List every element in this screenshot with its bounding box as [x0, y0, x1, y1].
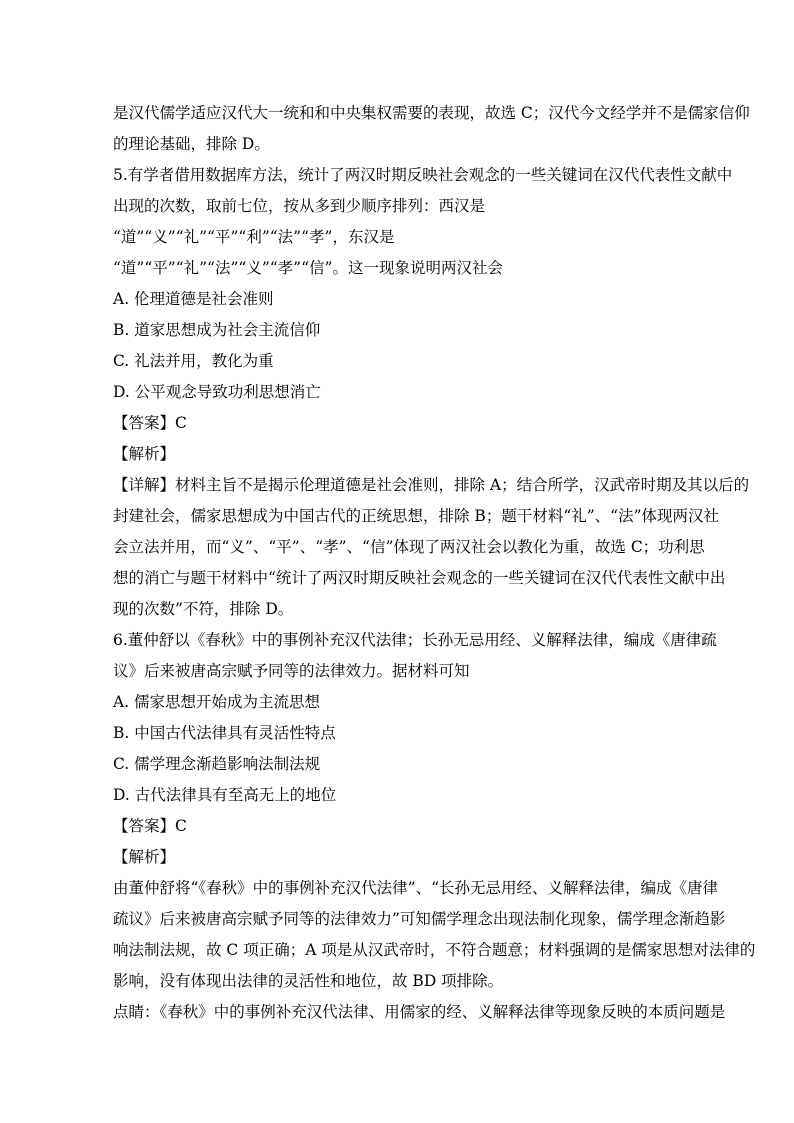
- explanation-text: 响法制法规，故 C 项正确；A 项是从汉武帝时，不符合题意；材料强调的是儒家思想对法律的: [113, 941, 756, 959]
- detailed-explanation: 现的次数”不符，排除 D。: [113, 600, 294, 618]
- question-6-stem: 6.董仲舒以《春秋》中的事例补充汉代法律；长孙无忌用经、义解释法律，编成《唐律疏: [113, 631, 717, 649]
- option-d: D. 古代法律具有至高无上的地位: [113, 786, 337, 804]
- option-b: B. 道家思想成为社会主流信仰: [113, 321, 321, 339]
- option-a: A. 儒家思想开始成为主流思想: [113, 693, 321, 711]
- detailed-explanation: 封建社会，儒家思想成为中国古代的正统思想，排除 B；题干材料“礼”、“法”体现两汉社: [113, 507, 720, 525]
- option-b: B. 中国古代法律具有灵活性特点: [113, 724, 336, 742]
- explanation-text: 由董仲舒将“《春秋》中的事例补充汉代法律”、“长孙无忌用经、义解释法律，编成《唐律: [113, 879, 719, 897]
- option-c: C. 礼法并用，教化为重: [113, 352, 274, 370]
- text-line: 是汉代儒学适应汉代大一统和和中央集权需要的表现，故选 C；汉代今文经学并不是儒家信仰: [113, 104, 750, 122]
- key-point-text: 点睛：《春秋》中的事例补充汉代法律、用儒家的经、义解释法律等现象反映的本质问题是: [113, 1003, 726, 1021]
- question-5-stem: “道”“义”“礼”“平”“利”“法”“孝”，东汉是: [113, 228, 395, 246]
- explanation-text: 疏议》后来被唐高宗赋予同等的法律效力”可知儒学理念出现法制化现象，儒学理念渐趋影: [113, 910, 726, 928]
- option-a: A. 伦理道德是社会准则: [113, 290, 274, 308]
- question-5-stem: “道”“平”“礼”“法”“义”“孝”“信”。这一现象说明两汉社会: [113, 259, 503, 277]
- question-6-stem: 议》后来被唐高宗赋予同等的法律效力。据材料可知: [113, 662, 470, 680]
- explanation-text: 影响，没有体现出法律的灵活性和地位，故 BD 项排除。: [113, 972, 504, 990]
- text-line: 的理论基础，排除 D。: [113, 135, 270, 153]
- detailed-explanation: 【详解】材料主旨不是揭示伦理道德是社会准则，排除 A；结合所学，汉武帝时期及其以后的: [113, 476, 750, 494]
- document-body: [113, 102, 756, 1032]
- analysis-label: 【解析】: [113, 848, 176, 866]
- answer-label: 【答案】C: [113, 817, 187, 835]
- question-5-stem: 出现的次数，取前七位，按从多到少顺序排列：西汉是: [113, 197, 486, 215]
- answer-label: 【答案】C: [113, 414, 187, 432]
- analysis-label: 【解析】: [113, 445, 176, 463]
- detailed-explanation: 想的消亡与题干材料中“统计了两汉时期反映社会观念的一些关键词在汉代代表性文献中出: [113, 569, 726, 587]
- option-d: D. 公平观念导致功利思想消亡: [113, 383, 321, 401]
- detailed-explanation: 会立法并用，而“义”、“平”、“孝”、“信”体现了两汉社会以教化为重，故选 C；功利思: [113, 538, 705, 556]
- question-5-stem: 5.有学者借用数据库方法，统计了两汉时期反映社会观念的一些关键词在汉代代表性文献中: [113, 166, 733, 184]
- option-c: C. 儒学理念渐趋影响法制法规: [113, 755, 321, 773]
